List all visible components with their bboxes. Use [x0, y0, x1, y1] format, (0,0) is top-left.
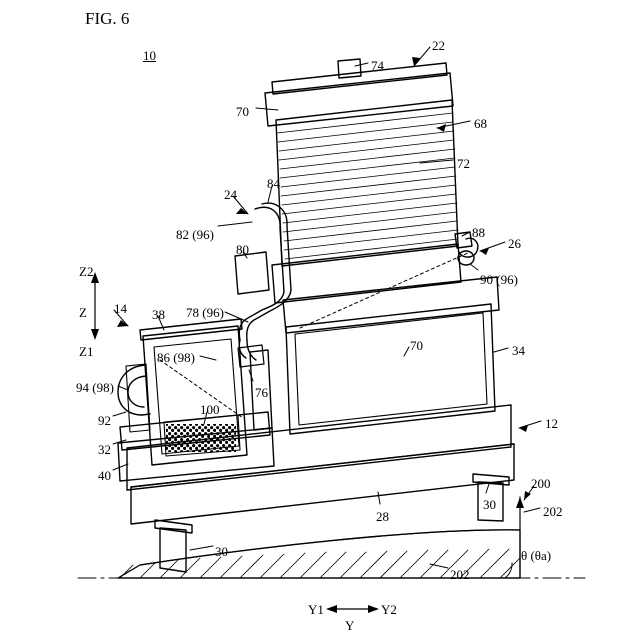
liquid-100: [166, 424, 236, 452]
angle-indicator: [505, 497, 524, 578]
stack-assembly-22: [265, 59, 461, 303]
housing-34-inner-panel: [295, 313, 487, 425]
axis-y2: Y2: [381, 602, 397, 617]
figure-title: FIG. 6: [85, 9, 130, 28]
ref-202-a: 202: [543, 504, 563, 519]
guide-lines: [160, 252, 470, 418]
axis-z2: Z2: [79, 264, 94, 279]
axis-y-arrows: [326, 605, 379, 613]
ref-200: 200: [531, 476, 551, 491]
ref-14: 14: [114, 301, 127, 316]
ref-26: 26: [508, 236, 521, 251]
axis-y: Y: [345, 618, 355, 633]
ref-30-mid: 30: [483, 497, 496, 512]
ref-92: 92: [98, 413, 111, 428]
ref-40: 40: [98, 468, 111, 483]
ref-32: 32: [98, 442, 111, 457]
ref-202-b: 202: [450, 567, 470, 582]
ref-76: 76: [255, 385, 268, 400]
ref-84: 84: [267, 176, 280, 191]
ref-22: 22: [432, 38, 445, 53]
ref-94-98: 94 (98): [76, 380, 114, 395]
base-frame-28: [131, 444, 514, 524]
ref-70-top: 70: [236, 104, 249, 119]
ref-70-mid: 70: [410, 338, 423, 353]
ref-24: 24: [224, 187, 237, 202]
axis-y1: Y1: [308, 602, 324, 617]
axis-z1: Z1: [79, 344, 94, 359]
tank-assembly-14: [118, 319, 274, 481]
ref-88: 88: [472, 225, 485, 240]
ref-30-bottom: 30: [215, 544, 228, 559]
figure-ref-main: 10: [143, 48, 156, 63]
ref-38: 38: [152, 307, 165, 322]
ref-90-96: 90 (96): [480, 272, 518, 287]
ref-100: 100: [200, 402, 220, 417]
ref-82-96: 82 (96): [176, 227, 214, 242]
box-80: [235, 252, 269, 294]
ref-86-98: 86 (98): [157, 350, 195, 365]
ref-68: 68: [474, 116, 487, 131]
ref-28: 28: [376, 509, 389, 524]
ref-80: 80: [236, 242, 249, 257]
stack-corrugations-72: [277, 113, 458, 259]
axis-z-arrows: [91, 272, 99, 340]
ref-78-96: 78 (96): [186, 305, 224, 320]
ref-theta: θ (θa): [521, 548, 552, 563]
ref-12: 12: [545, 416, 558, 431]
ref-72: 72: [457, 156, 470, 171]
ref-34: 34: [512, 343, 525, 358]
ref-74: 74: [371, 58, 384, 73]
axis-z: Z: [79, 305, 87, 320]
